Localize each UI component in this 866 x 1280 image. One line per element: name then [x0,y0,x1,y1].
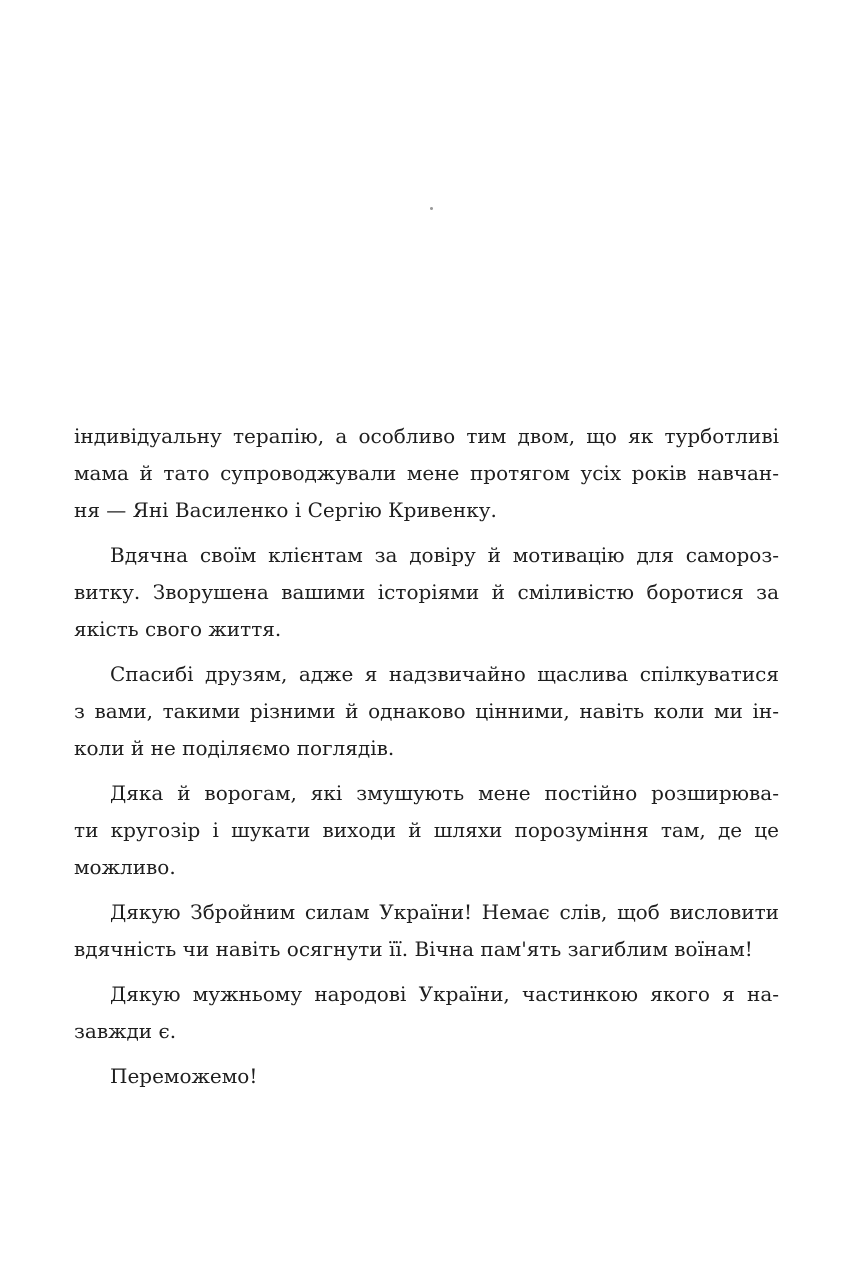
text-line: Вдячна своїм клієнтам за довіру й мотивацію для саморoз- [110,543,779,567]
text-line: Спасибі друзям, адже я надзвичайно щаслива спілкуватися [110,662,779,686]
paragraph-friends-thanks [74,656,779,767]
paragraph-victory [74,1058,779,1095]
paragraph-clients-thanks [74,537,779,648]
text-line: Дяка й ворогам, які змушують мене постійно розширюва- [110,781,779,805]
text-line: Дякую Збройним силам України! Немає слів, щоб висловити [110,900,779,924]
text-line: з вами, такими різними й однаково цінними, навіть коли ми ін- [74,699,779,723]
text-line: можливо. [74,855,176,879]
text-line: індивідуальну терапію, а особливо тим двом, що як турботливі [74,424,779,448]
page-speck [430,207,433,210]
paragraph-armed-forces-thanks [74,894,779,968]
paragraph-therapy-thanks [74,418,779,529]
text-line: ти кругозір і шукати виходи й шляхи порозуміння там, де це [74,818,779,842]
text-line: Дякую мужньому народові України, частинкою якого я на- [110,982,779,1006]
text-line: завжди є. [74,1019,177,1043]
paragraph-people-thanks [74,976,779,1050]
paragraph-enemies-thanks [74,775,779,886]
book-page-text [74,418,779,1103]
text-line: якість свого життя. [74,617,282,641]
text-line: коли й не поділяємо поглядів. [74,736,395,760]
text-line: вдячність чи навіть осягнути її. Вічна пам'ять загиблим воїнам! [74,937,753,961]
text-line: Переможемо! [110,1064,258,1088]
text-line: ня — Яні Василенко і Сергію Кривенку. [74,498,497,522]
text-line: витку. Зворушена вашими історіями й сміливістю боротися за [74,580,779,604]
text-line: мама й тато супроводжували мене протягом усіх років навчан- [74,461,779,485]
